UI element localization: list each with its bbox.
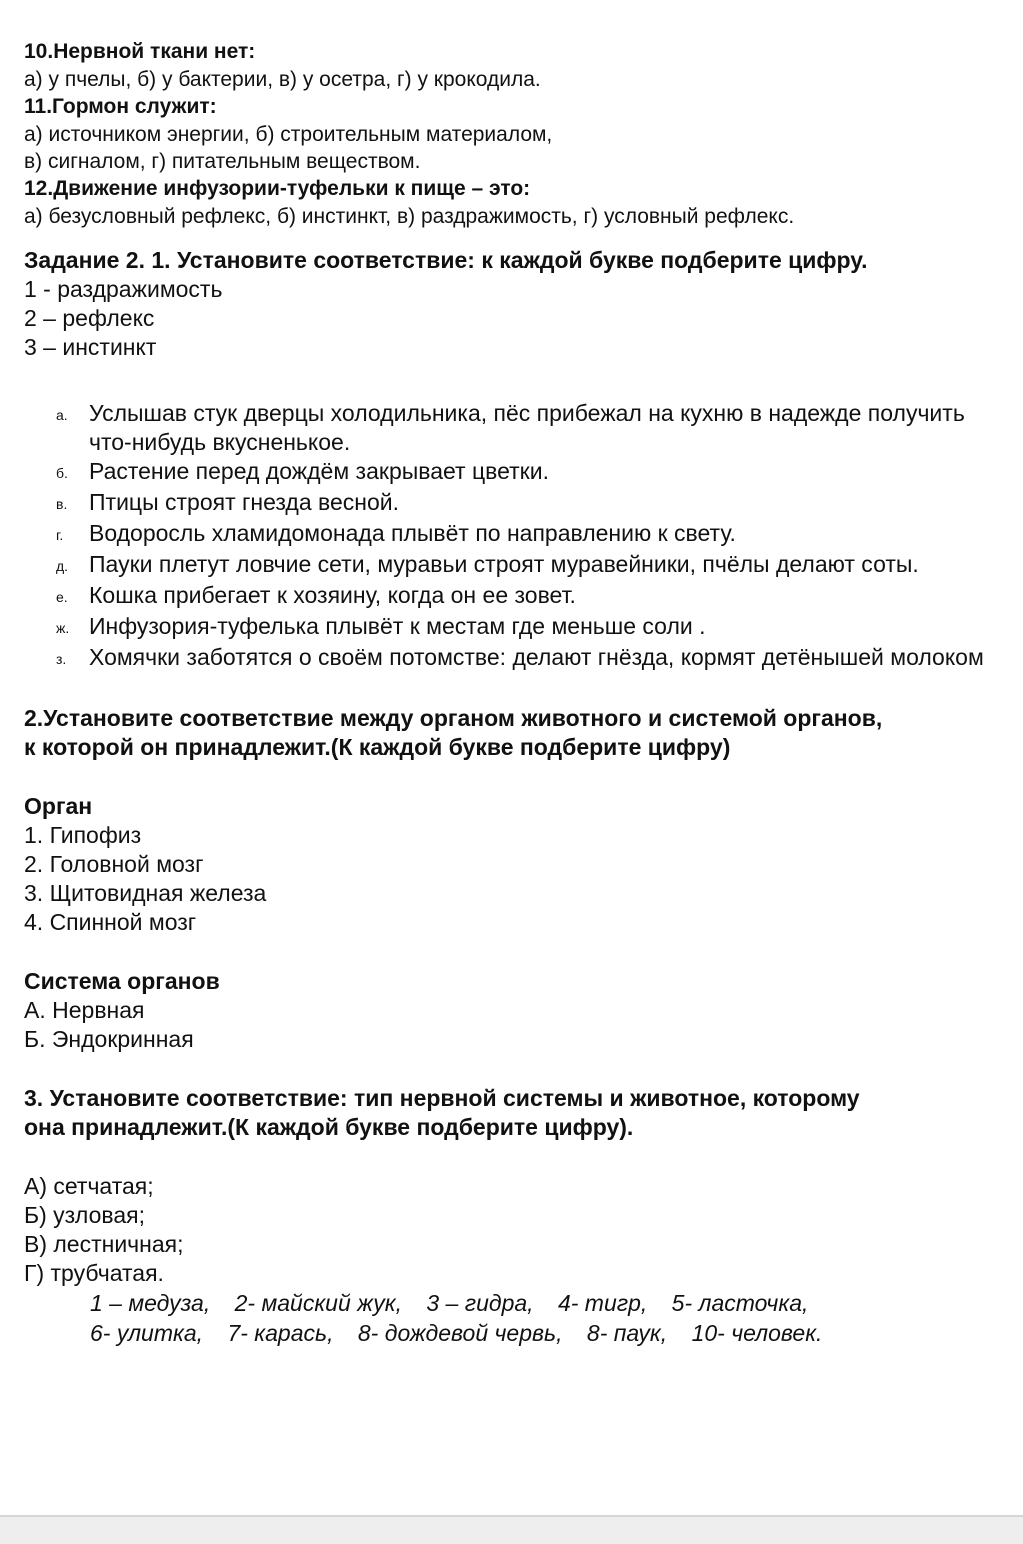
question-11-title: 11.Гормон служит: <box>24 95 217 118</box>
task2-term: 1 - раздражимость <box>24 276 223 302</box>
question-12-title: 12.Движение инфузории-туфельки к пище – это: <box>24 177 531 200</box>
animal-option: 8- дождевой червь, <box>357 1320 563 1346</box>
item-marker: д. <box>56 558 69 574</box>
organ-item: 3. Щитовидная железа <box>24 880 267 906</box>
nervous-type-item: Б) узловая; <box>24 1202 145 1228</box>
animals-line-1 <box>24 1288 999 1318</box>
task2-term: 2 – рефлекс <box>24 305 155 331</box>
system-item: Б. Эндокринная <box>24 1026 194 1052</box>
nervous-type-item: Г) трубчатая. <box>24 1260 164 1286</box>
animal-option: 8- паук, <box>586 1320 668 1346</box>
animal-option: 2- майский жук, <box>234 1290 402 1316</box>
task2-2-title-line2: к которой он принадлежит.(К каждой букве подберите цифру) <box>24 734 731 760</box>
item-text: Инфузория-туфелька плывёт к местам где меньше соли . <box>89 613 706 639</box>
document-page <box>24 38 999 1348</box>
organ-item: 1. Гипофиз <box>24 822 142 848</box>
nervous-type-item: В) лестничная; <box>24 1231 184 1257</box>
organ-item: 4. Спинной мозг <box>24 909 197 935</box>
item-text: Услышав стук дверцы холодильника, пёс прибежал на кухню в надежде получить что-нибудь вкусненькое. <box>89 400 965 455</box>
task2-item <box>24 550 999 581</box>
item-marker: з. <box>56 651 67 667</box>
item-marker: г. <box>56 527 64 543</box>
item-marker: ж. <box>56 620 70 636</box>
animal-option: 1 – медуза, <box>90 1290 211 1316</box>
task2-item <box>24 488 999 519</box>
task2-term: 3 – инстинкт <box>24 334 157 360</box>
item-text: Птицы строят гнезда весной. <box>89 489 400 515</box>
task2-title: Задание 2. 1. Установите соответствие: к каждой букве подберите цифру. <box>24 247 868 273</box>
task2-3-title-line1: 3. Установите соответствие: тип нервной системы и животное, которому <box>24 1085 860 1111</box>
task2-item <box>24 519 999 550</box>
task2-item <box>24 457 999 488</box>
question-11-answers-line1: а) источником энергии, б) строительным материалом, <box>24 123 553 146</box>
task2-item <box>24 581 999 612</box>
item-text: Водоросль хламидомонада плывёт по направлению к свету. <box>89 520 736 546</box>
item-text: Пауки плетут ловчие сети, муравьи строят муравейники, пчёлы делают соты. <box>89 551 919 577</box>
system-item: А. Нервная <box>24 997 145 1023</box>
organ-heading: Орган <box>24 793 93 819</box>
item-marker: а. <box>56 407 68 423</box>
bottom-bar <box>0 1515 1023 1544</box>
question-10-title: 10.Нервной ткани нет: <box>24 40 256 63</box>
task2-3-title-line2: она принадлежит.(К каждой букве подберите цифру). <box>24 1114 634 1140</box>
animal-option: 3 – гидра, <box>426 1290 534 1316</box>
item-marker: е. <box>56 589 68 605</box>
animal-option: 10- человек. <box>691 1320 823 1346</box>
task2-item <box>24 399 999 457</box>
item-marker: б. <box>56 465 68 481</box>
question-11-answers-line2: в) сигналом, г) питательным веществом. <box>24 150 421 173</box>
animal-option: 4- тигр, <box>557 1290 648 1316</box>
task2-item <box>24 643 999 674</box>
organ-item: 2. Головной мозг <box>24 851 204 877</box>
question-12-answers: а) безусловный рефлекс, б) инстинкт, в) раздражимость, г) условный рефлекс. <box>24 205 795 228</box>
animal-option: 7- карась, <box>227 1320 334 1346</box>
animal-option: 5- ласточка, <box>671 1290 809 1316</box>
task2-item-list <box>24 399 999 674</box>
item-marker: в. <box>56 496 68 512</box>
task2-item <box>24 612 999 643</box>
item-text: Растение перед дождём закрывает цветки. <box>89 458 549 484</box>
item-text: Хомячки заботятся о своём потомстве: делают гнёзда, кормят детёнышей молоком <box>89 644 984 670</box>
item-text: Кошка прибегает к хозяину, когда он ее зовет. <box>89 582 576 608</box>
nervous-type-item: А) сетчатая; <box>24 1173 154 1199</box>
system-heading: Система органов <box>24 968 220 994</box>
animals-line-2 <box>24 1318 999 1348</box>
animal-option: 6- улитка, <box>90 1320 204 1346</box>
question-10-answers: а) у пчелы, б) у бактерии, в) у осетра, г) у крокодила. <box>24 68 541 91</box>
task2-2-title-line1: 2.Установите соответствие между органом животного и системой органов, <box>24 705 883 731</box>
